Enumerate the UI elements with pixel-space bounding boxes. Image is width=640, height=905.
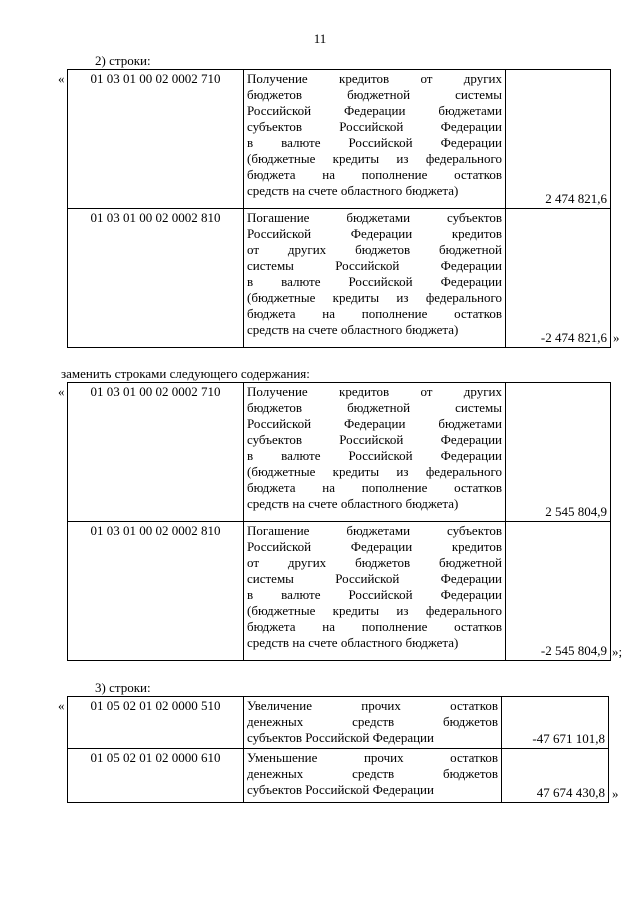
page-number: 11 xyxy=(313,31,327,46)
value-cell: 2 545 804,9 xyxy=(506,383,611,522)
table1-close-quote: » xyxy=(613,330,620,345)
table3 xyxy=(67,696,609,803)
code-cell: 01 03 01 00 02 0002 810 xyxy=(68,522,244,661)
table-row xyxy=(68,697,609,749)
table3-close-quote: » xyxy=(612,786,619,801)
replace-instruction: заменить строками следующего содержания: xyxy=(61,366,310,381)
description-cell: Погашение бюджетами субъектов Российской Федерации кредитов от других бюджетов бюджетной системы Российской Федерации в валюте Российской Федерации (бюджетные кредиты из федерального бюджета на пополнение остатков средств на счете областного бюджета) xyxy=(244,209,506,348)
description-cell: Погашение бюджетами субъектов Российской Федерации кредитов от других бюджетов бюджетной системы Российской Федерации в валюте Российской Федерации (бюджетные кредиты из федерального бюджета на пополнение остатков средств на счете областного бюджета) xyxy=(244,522,506,661)
section-3-heading: 3) строки: xyxy=(95,680,151,695)
value-cell: -47 671 101,8 xyxy=(502,697,609,749)
table-row xyxy=(68,209,611,348)
table1-open-quote: « xyxy=(58,71,65,86)
code-cell: 01 03 01 00 02 0002 810 xyxy=(68,209,244,348)
section-2-heading: 2) строки: xyxy=(95,53,151,68)
code-cell: 01 05 02 01 02 0000 510 xyxy=(68,697,244,749)
table3-open-quote: « xyxy=(58,698,65,713)
table1 xyxy=(67,69,611,348)
table2 xyxy=(67,382,611,661)
table-row xyxy=(68,749,609,803)
code-cell: 01 05 02 01 02 0000 610 xyxy=(68,749,244,803)
description-cell: Уменьшение прочих остатков денежных средств бюджетов субъектов Российской Федерации xyxy=(244,749,502,803)
code-cell: 01 03 01 00 02 0002 710 xyxy=(68,383,244,522)
value-cell: -2 545 804,9 xyxy=(506,522,611,661)
table2-close-quote: »; xyxy=(612,644,623,659)
value-cell: -2 474 821,6 xyxy=(506,209,611,348)
value-cell: 47 674 430,8 xyxy=(502,749,609,803)
description-cell: Получение кредитов от других бюджетов бюджетной системы Российской Федерации бюджетами субъектов Российской Федерации в валюте Российской Федерации (бюджетные кредиты из федерального бюджета на пополнение остатков средств на счете областного бюджета) xyxy=(244,70,506,209)
description-cell: Получение кредитов от других бюджетов бюджетной системы Российской Федерации бюджетами субъектов Российской Федерации в валюте Российской Федерации (бюджетные кредиты из федерального бюджета на пополнение остатков средств на счете областного бюджета) xyxy=(244,383,506,522)
table-row xyxy=(68,383,611,522)
description-cell: Увеличение прочих остатков денежных средств бюджетов субъектов Российской Федерации xyxy=(244,697,502,749)
code-cell: 01 03 01 00 02 0002 710 xyxy=(68,70,244,209)
value-cell: 2 474 821,6 xyxy=(506,70,611,209)
table-row xyxy=(68,522,611,661)
table2-open-quote: « xyxy=(58,384,65,399)
table-row xyxy=(68,70,611,209)
